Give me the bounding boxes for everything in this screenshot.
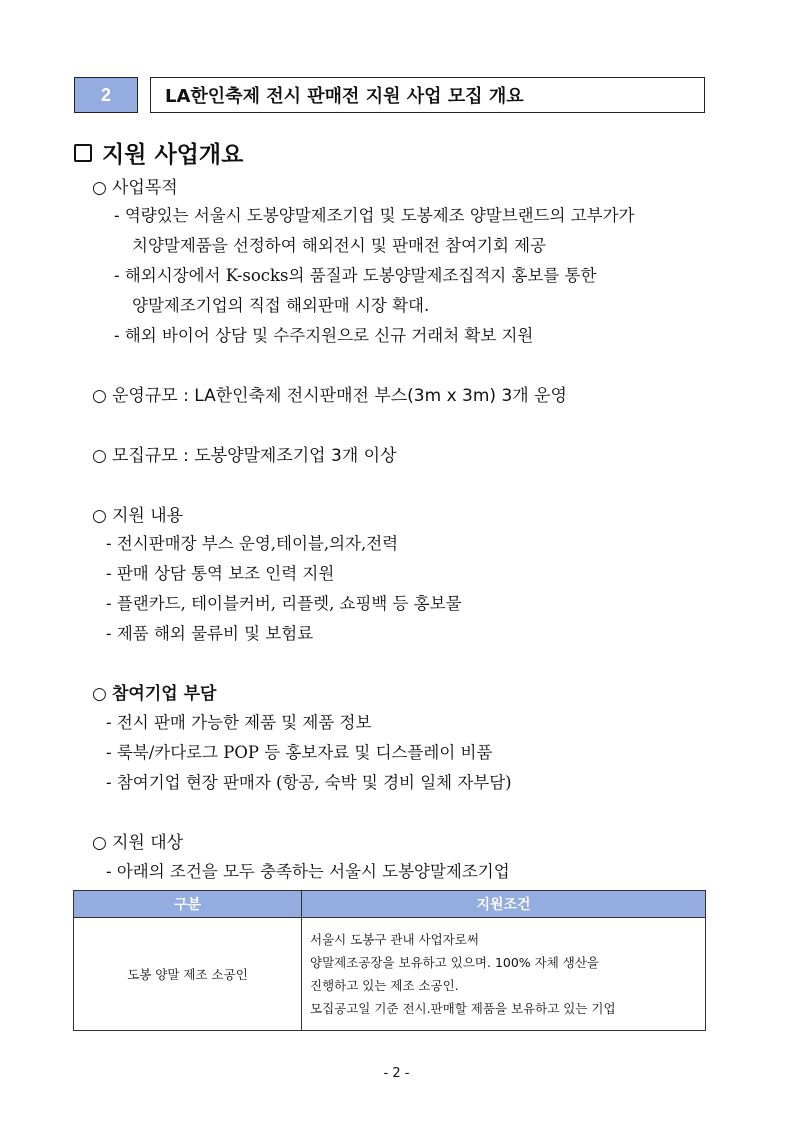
purpose-line: - 해외시장에서 K-socks의 품질과 도봉양말제조집적지 홍보를 통한 [114, 266, 597, 285]
purpose-line: - 해외 바이어 상담 및 수주지원으로 신규 거래처 확보 지원 [114, 326, 534, 345]
section-number-badge: 2 [74, 77, 138, 113]
row-category: 도봉 양말 제조 소공인 [74, 918, 302, 1031]
recruit-item [92, 441, 397, 466]
column-header-conditions: 지원조건 [302, 891, 706, 918]
operation-item [92, 381, 567, 406]
row-conditions [302, 918, 706, 1031]
purpose-title: 사업목적 [112, 178, 178, 198]
burden-line: - 전시 판매 가능한 제품 및 제품 정보 [106, 713, 372, 732]
support-line: - 제품 해외 물류비 및 보험료 [106, 624, 314, 643]
support-line: - 플랜카드, 테이블커버, 리플렛, 쇼핑백 등 홍보물 [106, 594, 462, 613]
table-row [74, 918, 706, 1031]
eligibility-table [73, 890, 706, 1031]
target-heading [92, 828, 183, 853]
circle-bullet-icon: ○ [92, 446, 107, 466]
burden-title: 참여기업 부담 [112, 684, 217, 704]
circle-bullet-icon: ○ [92, 386, 107, 406]
circle-bullet-icon: ○ [92, 684, 107, 704]
column-header-category: 구분 [74, 891, 302, 918]
operation-text: 운영규모 : LA한인축제 전시판매전 부스(3m x 3m) 3개 운영 [112, 386, 567, 406]
table-header-row [74, 891, 706, 918]
recruit-text: 모집규모 : 도봉양말제조기업 3개 이상 [112, 446, 397, 466]
purpose-heading [92, 173, 178, 198]
purpose-line: - 역량있는 서울시 도봉양말제조기업 및 도봉제조 양말브랜드의 고부가가 [114, 206, 635, 225]
page-title: LA한인축제 전시 판매전 지원 사업 모집 개요 [150, 77, 705, 113]
checkbox-icon [74, 144, 92, 162]
target-line: - 아래의 조건을 모두 충족하는 서울시 도봉양말제조기업 [106, 862, 510, 881]
condition-line: 진행하고 있는 제조 소공인. [310, 978, 459, 993]
condition-line: 양말제조공장을 보유하고 있으며. 100% 자체 생산을 [310, 955, 600, 970]
section-title: 지원 사업개요 [102, 142, 244, 168]
circle-bullet-icon: ○ [92, 833, 107, 853]
section-heading [74, 136, 243, 169]
circle-bullet-icon: ○ [92, 506, 107, 526]
condition-line: 모집공고일 기준 전시.판매할 제품을 보유하고 있는 기업 [310, 1001, 616, 1016]
support-line: - 전시판매장 부스 운영,테이블,의자,전력 [106, 534, 399, 553]
purpose-line: 치양말제품을 선정하여 해외전시 및 판매전 참여기회 제공 [132, 236, 547, 255]
target-title: 지원 대상 [112, 833, 184, 853]
support-title: 지원 내용 [112, 506, 184, 526]
burden-line: - 룩북/카다로그 POP 등 홍보자료 및 디스플레이 비품 [106, 743, 493, 762]
burden-heading [92, 679, 216, 704]
purpose-line: 양말제조기업의 직접 해외판매 시장 확대. [132, 296, 430, 315]
condition-line: 서울시 도봉구 관내 사업자로써 [310, 932, 479, 947]
circle-bullet-icon: ○ [92, 178, 107, 198]
support-line: - 판매 상담 통역 보조 인력 지원 [106, 564, 335, 583]
page-number: - 2 - [383, 1066, 410, 1081]
support-heading [92, 501, 183, 526]
burden-line: - 참여기업 현장 판매자 (항공, 숙박 및 경비 일체 자부담) [106, 773, 512, 792]
